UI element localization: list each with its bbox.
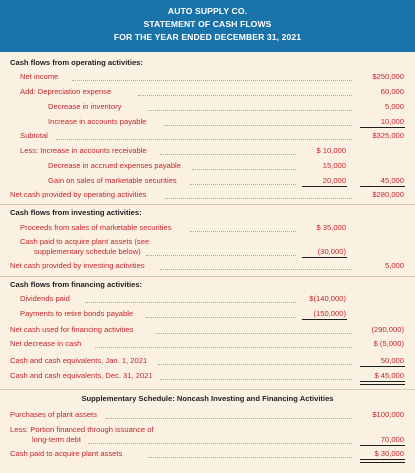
underline — [302, 257, 347, 258]
leader-dots — [88, 443, 352, 445]
leader-dots — [160, 269, 352, 271]
net-income-value: $250,000 — [372, 72, 404, 81]
proceeds-value: $ 35,000 — [316, 223, 346, 232]
net-decrease-label: Net decrease in cash — [10, 339, 82, 348]
proceeds-label: Proceeds from sales of marketable securities — [20, 223, 172, 232]
leader-dots — [146, 255, 296, 257]
statement-header — [0, 0, 415, 52]
investing-heading: Cash flows from investing activities: — [10, 208, 142, 217]
leader-dots — [147, 110, 352, 112]
deductions-total-value: 45,000 — [380, 176, 404, 185]
retire-bonds-label: Payments to retire bonds payable — [20, 309, 134, 318]
less-financed-label-line1: Less: Portion financed through issuance of — [10, 425, 154, 434]
statement-title: STATEMENT OF CASH FLOWS — [143, 19, 272, 29]
underline — [360, 445, 405, 446]
gain-sale-value: 20,000 — [322, 176, 346, 185]
financing-heading: Cash flows from financing activities: — [10, 280, 143, 289]
leader-dots — [192, 169, 296, 171]
dec-accrued-label: Decrease in accrued expenses payable — [48, 161, 181, 170]
dec-inventory-label: Decrease in inventory — [48, 102, 122, 111]
underline — [360, 186, 405, 187]
leader-dots — [160, 154, 296, 156]
dec31-value: $ 45,000 — [374, 371, 404, 380]
cash-paid-plant-label: Cash paid to acquire plant assets — [10, 449, 123, 458]
leader-dots — [190, 184, 296, 186]
leader-dots — [164, 125, 352, 127]
dec-inventory-value: 5,000 — [384, 102, 404, 111]
inc-receivable-value: $ 10,000 — [316, 146, 346, 155]
depreciation-label: Add: Depreciation expense — [20, 87, 112, 96]
net-investing-value: 5,000 — [384, 261, 404, 270]
underline — [302, 186, 347, 187]
leader-dots — [138, 95, 352, 97]
leader-dots — [165, 198, 352, 200]
underline — [360, 127, 405, 128]
leader-dots — [56, 139, 352, 141]
company-name: AUTO SUPPLY CO. — [167, 6, 248, 16]
leader-dots — [148, 457, 352, 459]
dec31-label: Cash and cash equivalents, Dec. 31, 2021 — [10, 371, 153, 380]
leader-dots — [86, 302, 296, 304]
leader-dots — [95, 347, 352, 349]
leader-dots — [155, 333, 352, 335]
section-divider — [0, 204, 415, 205]
net-operating-value: $280,000 — [372, 190, 404, 199]
inc-payable-value: 10,000 — [380, 117, 404, 126]
subtotal-label: Subtotal — [20, 131, 48, 140]
section-divider — [0, 389, 415, 390]
leader-dots — [72, 80, 352, 82]
leader-dots — [158, 364, 352, 366]
retire-bonds-value: (150,000) — [313, 309, 346, 318]
cash-paid-label-line1: Cash paid to acquire plant assets (see — [20, 237, 150, 246]
purchases-label: Purchases of plant assets — [10, 410, 97, 419]
net-financing-value: (290,000) — [371, 325, 404, 334]
leader-dots — [106, 418, 352, 420]
underline — [360, 366, 405, 367]
cash-paid-plant-value: $ 30,000 — [374, 449, 404, 458]
supplementary-heading: Supplementary Schedule: Noncash Investing and Financing Activities — [81, 394, 334, 403]
dividends-label: Dividends paid — [20, 294, 70, 303]
purchases-value: $100,000 — [372, 410, 404, 419]
double-underline — [360, 381, 405, 385]
operating-heading: Cash flows from operating activities: — [10, 58, 143, 67]
gain-sale-label: Gain on sales of marketable securities — [48, 176, 177, 185]
subtotal-value: $325,000 — [372, 131, 404, 140]
underline — [302, 319, 347, 320]
depreciation-value: 60,000 — [380, 87, 404, 96]
leader-dots — [160, 379, 352, 381]
net-operating-label: Net cash provided by operating activities — [10, 190, 147, 199]
less-financed-label-line2: long-term debt — [32, 435, 81, 444]
dec-accrued-value: 15,000 — [322, 161, 346, 170]
net-income-label: Net income — [20, 72, 59, 81]
cash-paid-value: (30,000) — [317, 247, 346, 256]
statement-period: FOR THE YEAR ENDED DECEMBER 31, 2021 — [113, 32, 302, 42]
section-divider — [0, 276, 415, 277]
leader-dots — [146, 317, 296, 319]
cash-paid-label-line2: supplementary schedule below) — [34, 247, 141, 256]
inc-payable-label: Increase in accounts payable — [48, 117, 147, 126]
leader-dots — [190, 231, 296, 233]
less-financed-value: 70,000 — [380, 435, 404, 444]
dividends-value: $(140,000) — [309, 294, 346, 303]
jan1-label: Cash and cash equivalents, Jan. 1, 2021 — [10, 356, 148, 365]
double-underline — [360, 459, 405, 463]
net-investing-label: Net cash provided by investing activities — [10, 261, 145, 270]
jan1-value: 50,000 — [380, 356, 404, 365]
net-decrease-value: $ (5,000) — [373, 339, 404, 348]
net-financing-label: Net cash used for financing activities — [10, 325, 134, 334]
inc-receivable-label: Less: Increase in accounts receivable — [20, 146, 147, 155]
